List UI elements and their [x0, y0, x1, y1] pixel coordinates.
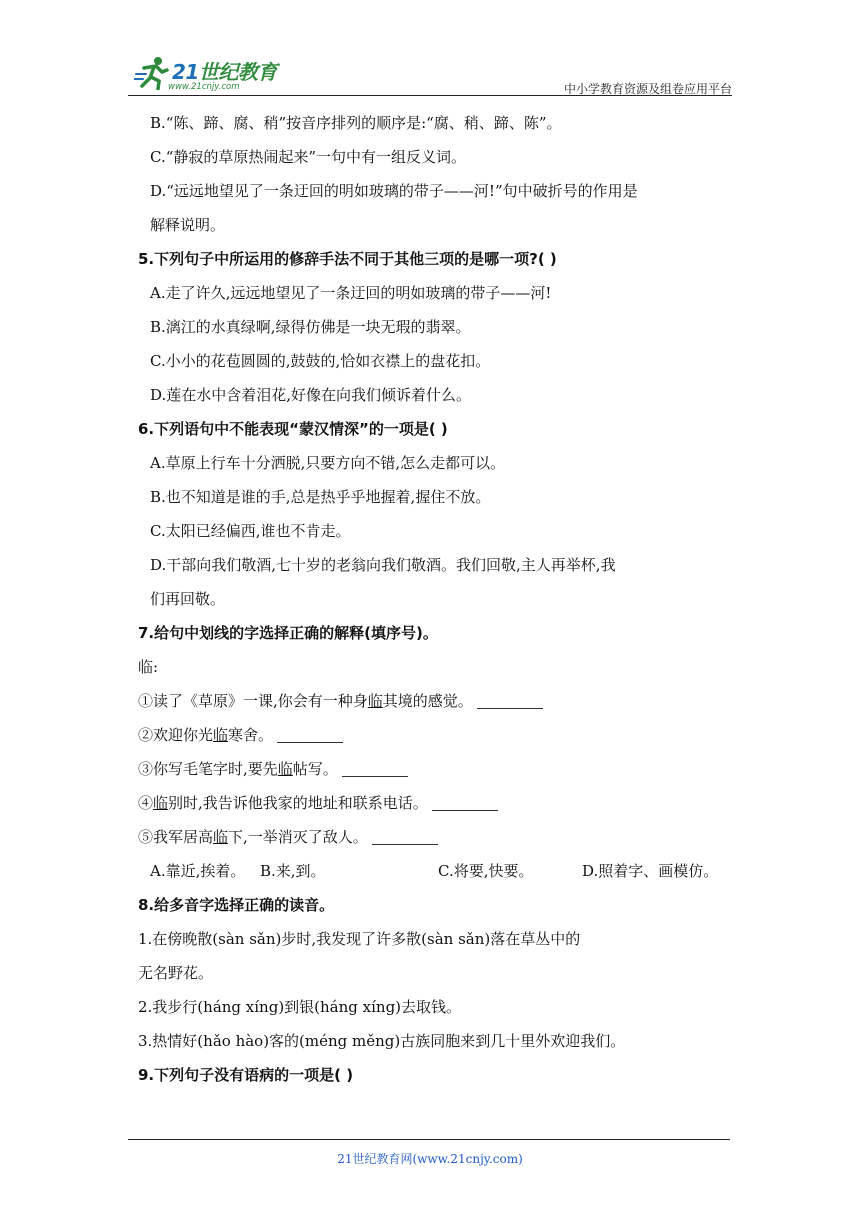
q7-option-b: B.来,到。	[260, 862, 326, 880]
q8-line-2: 2.我步行(háng xíng)到银(háng xíng)去取钱。	[138, 998, 462, 1016]
q5-option-b: B.漓江的水真绿啊,绿得仿佛是一块无瑕的翡翠。	[150, 318, 471, 336]
q8-stem: 8.给多音字选择正确的读音。	[138, 896, 335, 914]
answer-blank[interactable]	[372, 826, 438, 845]
q6-stem: 6.下列语句中不能表现“蒙汉情深”的一项是( )	[138, 420, 448, 438]
q8-line-1: 1.在傍晚散(sàn sǎn)步时,我发现了许多散(sàn sǎn)落在草丛中的	[138, 930, 581, 948]
logo-word: 世纪教育	[198, 60, 277, 84]
q7-item-1-text: ①读了《草原》一课,你会有一种身	[138, 692, 368, 710]
q7-item-3	[138, 752, 732, 786]
document-body	[138, 106, 732, 1092]
q7-options	[138, 854, 732, 888]
q7-character: 临:	[138, 658, 159, 676]
runner-logo-icon	[134, 56, 170, 90]
q4-option-c: C.“静寂的草原热闹起来”一句中有一组反义词。	[150, 148, 467, 166]
q7-option-c: C.将要,快要。	[438, 862, 534, 880]
logo-url: www.21cnjy.com	[168, 82, 240, 92]
q7-stem: 7.给句中划线的字选择正确的解释(填序号)。	[138, 624, 438, 642]
answer-blank[interactable]	[477, 690, 543, 709]
q7-item-3-text-end: 帖写。	[292, 760, 338, 778]
platform-name: 中小学教育资源及组卷应用平台	[563, 82, 732, 96]
logo	[128, 52, 278, 96]
q7-item-1-text-end: 其境的感觉。	[382, 692, 473, 710]
underlined-char: 临	[153, 794, 169, 812]
answer-blank[interactable]	[432, 792, 498, 811]
q8-line-1-continued: 无名野花。	[138, 964, 214, 982]
q7-item-5-text-end: 下,一举消灭了敌人。	[228, 828, 368, 846]
q7-item-5-text: ⑤我军居高	[138, 828, 214, 846]
q6-option-a: A.草原上行车十分洒脱,只要方向不错,怎么走都可以。	[150, 454, 506, 472]
q7-item-3-text: ③你写毛笔字时,要先	[138, 760, 278, 778]
q5-option-a: A.走了许久,远远地望见了一条迂回的明如玻璃的带子——河!	[150, 284, 552, 302]
logo-number: 21	[172, 60, 199, 84]
logo-text	[172, 56, 277, 85]
underlined-char: 临	[367, 692, 383, 710]
page-footer: 21世纪教育网(www.21cnjy.com)	[337, 1152, 523, 1166]
q7-item-5	[138, 820, 732, 854]
q7-item-4	[138, 786, 732, 820]
underlined-char: 临	[277, 760, 293, 778]
q6-option-d: D.干部向我们敬酒,七十岁的老翁向我们敬酒。我们回敬,主人再举杯,我	[150, 556, 616, 574]
answer-blank[interactable]	[277, 724, 343, 743]
q4-option-d-continued: 解释说明。	[150, 216, 226, 234]
answer-blank[interactable]	[342, 758, 408, 777]
q9-stem: 9.下列句子没有语病的一项是( )	[138, 1066, 354, 1084]
q7-option-d: D.照着字、画模仿。	[582, 862, 719, 880]
q7-item-2-text: ②欢迎你光	[138, 726, 214, 744]
q8-line-3: 3.热情好(hǎo hào)客的(méng měng)古族同胞来到几十里外欢迎我们。	[138, 1032, 626, 1050]
footer-divider	[128, 1139, 730, 1140]
q4-option-b: B.“陈、蹄、腐、稍”按音序排列的顺序是:“腐、稍、蹄、陈”。	[150, 114, 562, 132]
q4-option-d: D.“远远地望见了一条迂回的明如玻璃的带子——河!”句中破折号的作用是	[150, 182, 638, 200]
q6-option-b: B.也不知道是谁的手,总是热乎乎地握着,握住不放。	[150, 488, 491, 506]
underlined-char: 临	[213, 828, 229, 846]
underlined-char: 临	[213, 726, 229, 744]
header-divider	[128, 95, 732, 96]
q7-option-a: A.靠近,挨着。	[150, 862, 246, 880]
q5-stem: 5.下列句子中所运用的修辞手法不同于其他三项的是哪一项?( )	[138, 250, 557, 268]
q7-item-2	[138, 718, 732, 752]
q5-option-d: D.莲在水中含着泪花,好像在向我们倾诉着什么。	[150, 386, 472, 404]
q7-item-2-text-end: 寒舍。	[228, 726, 274, 744]
page-header	[128, 52, 732, 96]
q7-item-4-text-end: 别时,我告诉他我家的地址和联系电话。	[168, 794, 428, 812]
q5-option-c: C.小小的花苞圆圆的,鼓鼓的,恰如衣襟上的盘花扣。	[150, 352, 491, 370]
q7-item-4-text: ④	[138, 794, 154, 812]
q7-item-1	[138, 684, 732, 718]
q6-option-c: C.太阳已经偏西,谁也不肯走。	[150, 522, 351, 540]
q6-option-d-continued: 们再回敬。	[150, 590, 226, 608]
